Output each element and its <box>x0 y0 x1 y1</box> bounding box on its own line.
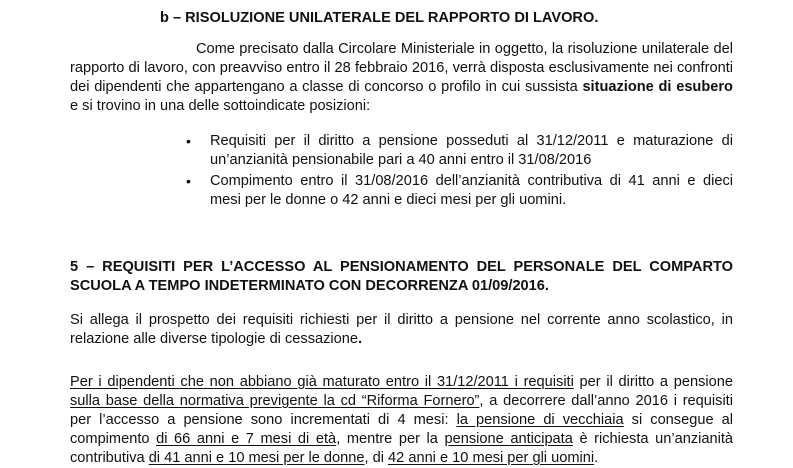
requirements-list <box>178 132 733 212</box>
section-5-paragraph-1-text: Si allega il prospetto dei requisiti richiesti per il diritto a pensione nel corrente anno scolastico, in relazione alle diverse tipologie di cessazione <box>70 312 733 347</box>
section-b-paragraph-text: Come precisato dalla Circolare Ministeriale in oggetto, la risoluzione unilaterale del rapporto di lavoro, con preavviso entro il 28 febbraio 2016, verrà disposta esclusivamente nei confronti dei dipendenti che appartengano a classe di concorso o profilo in cui sussista <box>70 41 733 95</box>
underlined-phrase: 42 anni e 10 mesi per gli uomini <box>388 450 595 466</box>
text-span: , mentre per la <box>336 431 445 447</box>
section-5-paragraph-2 <box>70 373 733 468</box>
underlined-phrase: di 41 anni e 10 mesi per le donne <box>148 450 365 466</box>
text-span: è richiesta un’anzianità contributiva <box>70 431 733 466</box>
underlined-phrase: la pensione di vecchiaia <box>456 412 624 428</box>
section-5-heading: 5 – REQUISITI PER L’ACCESSO AL PENSIONAMENTO DEL PERSONALE DEL COMPARTO SCUOLA A TEMPO INDETERMINATO CON DECORRENZA 01/09/2016. <box>70 259 733 294</box>
text-span: si consegue al compimento <box>70 412 733 447</box>
underlined-phrase: pensione anticipata <box>444 431 573 447</box>
text-span: , di <box>364 450 389 466</box>
section-5-paragraph-1-end: . <box>358 331 363 347</box>
underlined-phrase: Per i dipendenti che non abbiano già maturato entro il 31/12/2011 i requisiti <box>70 374 574 390</box>
text-span: , a decorrere dall’anno 2016 i requisiti per l’accesso a pensione sono incrementati di 4 mesi: <box>70 393 733 428</box>
section-b-paragraph-bold: situazione di esubero <box>582 79 733 95</box>
section-b-paragraph-end: e si trovino in una delle sottoindicate posizioni: <box>70 98 371 114</box>
text-span: per il diritto a pensione <box>573 374 733 390</box>
list-item: • Requisiti per il diritto a pensione posseduti al 31/12/2011 e maturazione di un’anzianità pensionabile pari a 40 anni entro il 31/08/2016 <box>210 132 733 170</box>
underlined-phrase: di 66 anni e 7 mesi di età <box>156 431 337 447</box>
underlined-phrase: sulla base della normativa previgente la cd “Riforma Fornero” <box>70 393 480 409</box>
list-item: • Compimento entro il 31/08/2016 dell’anzianità contributiva di 41 anni e dieci mesi per le donne o 42 anni e dieci mesi per gli uomini. <box>210 172 733 210</box>
text-span: . <box>594 450 599 466</box>
section-5-paragraph-1 <box>70 311 733 349</box>
section-b-heading: b – RISOLUZIONE UNILATERALE DEL RAPPORTO DI LAVORO. <box>160 10 599 26</box>
section-b-paragraph <box>70 40 733 116</box>
